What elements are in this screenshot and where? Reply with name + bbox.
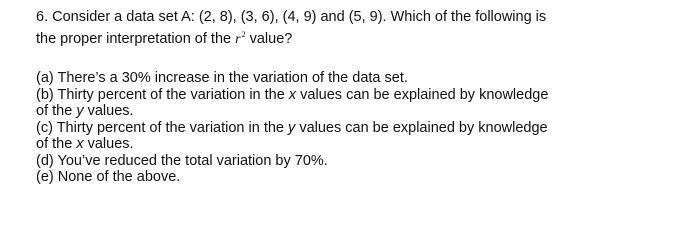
- choice-c-variable-y: y: [288, 119, 296, 136]
- choice-b-variable-y: y: [76, 103, 84, 119]
- question-text-line-1: Consider a data set A: (2, 8), (3, 6), (4, 9) and (5, 9). Which of the following is: [52, 9, 547, 25]
- answer-choices: [36, 70, 686, 186]
- choice-b: [36, 87, 686, 120]
- question-number: 6.: [36, 9, 49, 25]
- choice-b-text-1: Thirty percent of the variation in the: [57, 86, 285, 103]
- choice-b-letter: (b): [36, 86, 54, 103]
- choice-a-text: There’s a 30% increase in the variation of the data set.: [57, 70, 408, 86]
- choice-c-letter: (c): [36, 119, 53, 136]
- choice-e: [36, 169, 686, 186]
- choice-b-variable-x: x: [288, 86, 297, 103]
- choice-c-text-4: values.: [87, 136, 134, 152]
- choice-c: [36, 120, 686, 153]
- choice-c-variable-x: x: [76, 136, 84, 152]
- question-text-line-2-end: value?: [249, 31, 293, 47]
- choice-c-text-1: Thirty percent of the variation in the: [56, 119, 284, 136]
- r-squared-symbol: [235, 32, 245, 47]
- choice-b-text-2: values can be explained by knowledge: [300, 86, 549, 103]
- r-variable: r: [235, 32, 241, 47]
- choice-e-text: None of the above.: [57, 169, 181, 185]
- choice-a: [36, 70, 686, 87]
- choice-c-text-2: values can be explained by knowledge: [299, 119, 548, 136]
- question-text-line-2: the proper interpretation of the: [36, 31, 232, 47]
- choice-b-text-4: values.: [87, 103, 134, 119]
- question-line-2: [36, 26, 686, 49]
- choice-e-letter: (e): [36, 169, 54, 185]
- choice-d: [36, 153, 686, 170]
- choice-a-letter: (a): [36, 70, 54, 86]
- choice-b-text-3: of the: [36, 103, 73, 119]
- question-prompt: [36, 8, 686, 49]
- question-line-1: [36, 8, 686, 26]
- choice-d-letter: (d): [36, 152, 54, 169]
- r-exponent: 2: [241, 30, 246, 39]
- choice-c-text-3: of the: [36, 136, 73, 152]
- choice-d-text: You’ve reduced the total variation by 70%.: [57, 152, 328, 169]
